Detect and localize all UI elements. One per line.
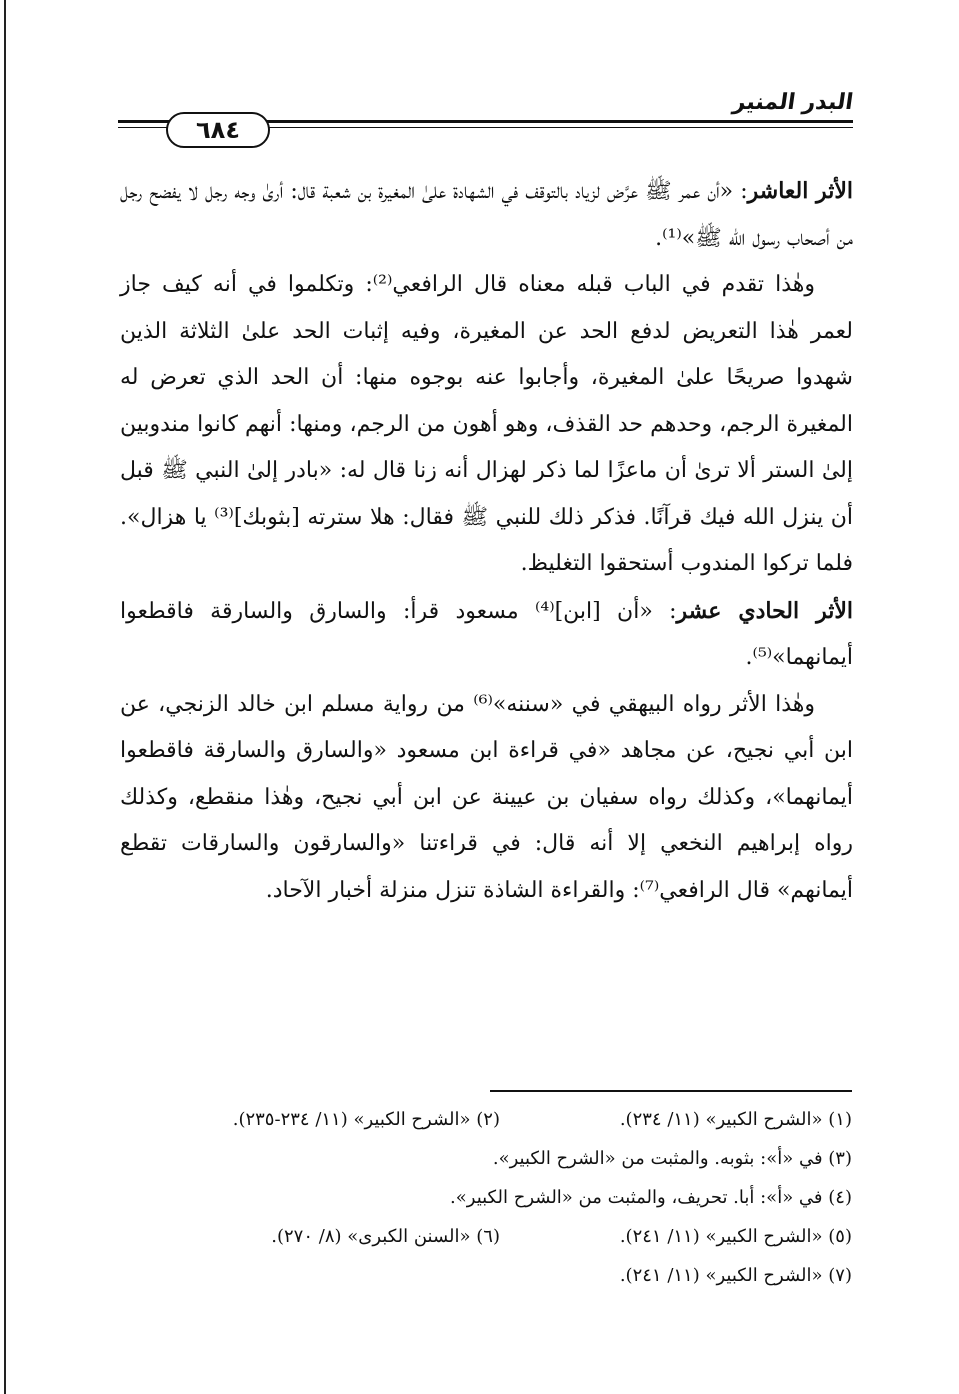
paragraph-text: : «أن [ابن]⁽⁴⁾ مسعود قرأ: والسارق والسارقة فاقطعوا أيمانهما»⁽⁵⁾. <box>120 598 853 670</box>
page-edge-line <box>4 0 6 1394</box>
running-title: البدر المنير <box>731 90 855 115</box>
footnote-row <box>140 1217 852 1256</box>
footnote-row <box>140 1100 852 1139</box>
main-text <box>120 168 853 914</box>
footnote: (٧) «الشرح الكبير» (١١/ ٢٤١). <box>619 1265 852 1286</box>
section-heading: الأثر العاشر <box>747 178 853 204</box>
footnote-separator <box>490 1090 852 1092</box>
footnote: (٤) في «أ»: أبا. تحريف، والمثبت من «الشرح الكبير». <box>450 1187 852 1208</box>
paragraph <box>120 262 853 588</box>
page-header <box>118 86 853 156</box>
footnote: (٣) في «أ»: بثوبه. والمثبت من «الشرح الكبير». <box>492 1148 852 1169</box>
footnote-row <box>140 1178 852 1217</box>
footnote: (٦) «السنن الكبرى» (٨/ ٢٧٠). <box>271 1226 500 1247</box>
footnote-row <box>140 1139 852 1178</box>
paragraph <box>120 588 853 682</box>
footnote: (٥) «الشرح الكبير» (١١/ ٢٤١). <box>619 1226 852 1247</box>
section-heading: الأثر الحادي عشر <box>676 597 853 624</box>
footnote: (٢) «الشرح الكبير» (١١/ ٢٣٤-٢٣٥). <box>232 1109 500 1130</box>
paragraph <box>120 682 853 915</box>
footnote: (١) «الشرح الكبير» (١١/ ٢٣٤). <box>619 1109 852 1130</box>
paragraph-text: وهٰذا تقدم في الباب قبله معناه قال الرافعي⁽²⁾: وتكلموا في أنه كيف جاز لعمر هٰذا التعريض لدفع الحد عن المغيرة، وفيه إثبات الحد علىٰ الثلاثة الذين شهدوا صريحًا علىٰ المغيرة، وأجابوا عنه بوجوه منها: أن الحد الذي تعرض له المغيرة الرجم، وحدهم حد القذف، وهو أهون من الرجم، ومنها: أنهم كانوا مندوبين إلىٰ الستر ألا ترىٰ أن ماعزًا لما ذكر لهزال أنه زنا قال له: «بادر إلىٰ النبي ﷺ قبل أن ينزل الله فيك قرآنًا. فذكر ذلك للنبي ﷺ فقال: هلا سترته [بثوبك]⁽³⁾ يا هزال». فلما تركوا المندوب أستحقوا التغليظ. <box>120 272 853 576</box>
paragraph <box>120 168 853 262</box>
paragraph-text: : «أن عمر ﷺ عرَّض لزياد بالتوقف في الشهادة علىٰ المغيرة بن شعبة قال: أرىٰ وجه رجل لا يفضح رجل من أصحاب رسول الله ﷺ»⁽¹⁾. <box>120 179 853 251</box>
paragraph-text: وهٰذا الأثر رواه البيهقي في «سننه»⁽⁶⁾ من رواية مسلم ابن خالد الزنجي، عن ابن أبي نجيح، عن مجاهد «في قراءة ابن مسعود «والسارق والسارقة فاقطعوا أيمانهما»، وكذلك رواه سفيان بن عيينة عن ابن أبي نجيح، وهٰذا منقطع، وكذلك رواه إبراهيم النخعي إلا أنه قال: في قراءتنا «والسارقون والسارقات تقطع أيمانهم» قال الرافعي⁽⁷⁾: والقراءة الشاذة تنزل منزلة أخبار الآحاد. <box>120 691 853 903</box>
page-number: ٦٨٤ <box>166 112 270 148</box>
footnote-row <box>140 1256 852 1295</box>
footnotes <box>140 1100 852 1295</box>
